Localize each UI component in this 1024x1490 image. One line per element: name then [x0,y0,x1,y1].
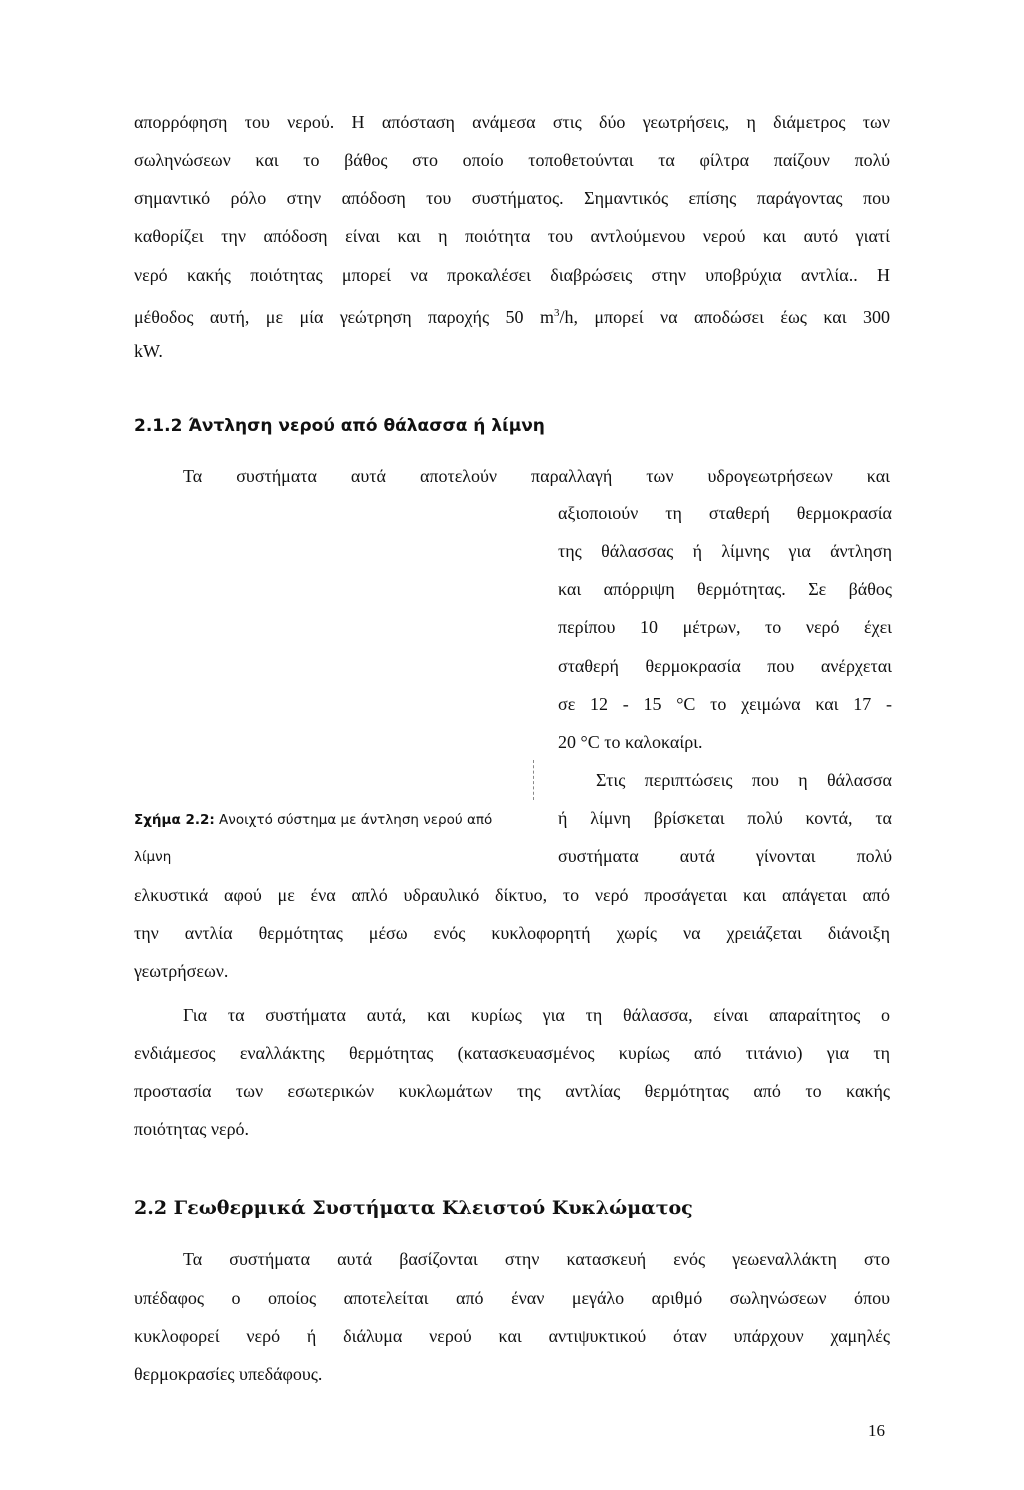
paragraph-line: προστασία των εσωτερικών κυκλωμάτων της αντλίας θερμότητας από το κακής [134,1081,890,1101]
section-heading: 2.2 Γεωθερμικά Συστήματα Κλειστού Κυκλώματος [134,1197,693,1219]
paragraph-line: την αντλία θερμότητας μέσω ενός κυκλοφορητή χωρίς να χρειάζεται διάνοιξη [134,923,890,943]
paragraph-line: υπέδαφος ο οποίος αποτελείται από έναν μεγάλο αριθμό σωληνώσεων όπου [134,1288,890,1308]
section-heading: 2.1.2 Άντληση νερού από θάλασσα ή λίμνη [134,416,545,436]
paragraph-line: Στις περιπτώσεις που η θάλασσα [596,770,892,790]
figure-caption-label: Σχήμα 2.2: [134,812,215,828]
paragraph-line: απορρόφηση του νερού. Η απόσταση ανάμεσα στις δύο γεωτρήσεις, η διάμετρος των [134,112,890,132]
paragraph-line: Τα συστήματα αυτά αποτελούν παραλλαγή των υδρογεωτρήσεων και [183,466,890,486]
paragraph-line: σταθερή θερμοκρασία που ανέρχεται [558,656,892,676]
paragraph-line: αξιοποιούν τη σταθερή θερμοκρασία [558,503,892,523]
figure-caption-continuation: λίμνη [134,849,172,865]
paragraph-line: 20 °C το καλοκαίρι. [558,732,703,752]
figure-caption-text: Ανοιχτό σύστημα με άντληση νερού από [214,812,493,828]
paragraph-line: kW. [134,341,163,361]
text-segment: /h, μπορεί να αποδώσει έως και 300 [559,307,890,327]
paragraph-line: Τα συστήματα αυτά βασίζονται στην κατασκευή ενός γεωεναλλάκτη στο [183,1249,890,1269]
text-segment: μέθοδος αυτή, με μία γεώτρηση παροχής 50 m [134,307,554,327]
paragraph-line: σε 12 - 15 °C το χειμώνα και 17 - [558,694,892,714]
paragraph-line: ποιότητας νερό. [134,1119,250,1139]
paragraph-line: Για τα συστήματα αυτά, και κυρίως για τη θάλασσα, είναι απαραίτητος ο [183,1005,890,1025]
paragraph-line: ενδιάμεσος εναλλάκτης θερμότητας (κατασκευασμένος κυρίως από τιτάνιο) για τη [134,1043,890,1063]
paragraph-line: κυκλοφορεί νερό ή διάλυμα νερού και αντιψυκτικού όταν υπάρχουν χαμηλές [134,1326,890,1346]
paragraph-line: συστήματα αυτά γίνονται πολύ [558,846,892,866]
paragraph-line: νερό κακής ποιότητας μπορεί να προκαλέσει διαβρώσεις στην υποβρύχια αντλία.. Η [134,265,890,285]
superscript: 3 [553,307,560,319]
paragraph-line: της θάλασσας ή λίμνης για άντληση [558,541,892,561]
paragraph-line: και απόρριψη θερμότητας. Σε βάθος [558,579,892,599]
paragraph-line: ή λίμνη βρίσκεται πολύ κοντά, τα [558,808,892,828]
paragraph-line: θερμοκρασίες υπεδάφους. [134,1364,323,1384]
figure-frame-divider [533,760,534,800]
paragraph-line: γεωτρήσεων. [134,961,229,981]
paragraph-line: σημαντικό ρόλο στην απόδοση του συστήματος. Σημαντικός επίσης παράγοντας που [134,188,890,208]
paragraph-line: περίπου 10 μέτρων, το νερό έχει [558,617,892,637]
paragraph-line [134,302,890,328]
paragraph-line: ελκυστικά αφού με ένα απλό υδραυλικό δίκτυο, το νερό προσάγεται και απάγεται από [134,885,890,905]
page-number: 16 [868,1421,885,1440]
figure-caption [134,809,492,831]
paragraph-line: σωληνώσεων και το βάθος στο οποίο τοποθετούνται τα φίλτρα παίζουν πολύ [134,150,890,170]
paragraph-line: καθορίζει την απόδοση είναι και η ποιότητα του αντλούμενου νερού και αυτό γιατί [134,226,890,246]
